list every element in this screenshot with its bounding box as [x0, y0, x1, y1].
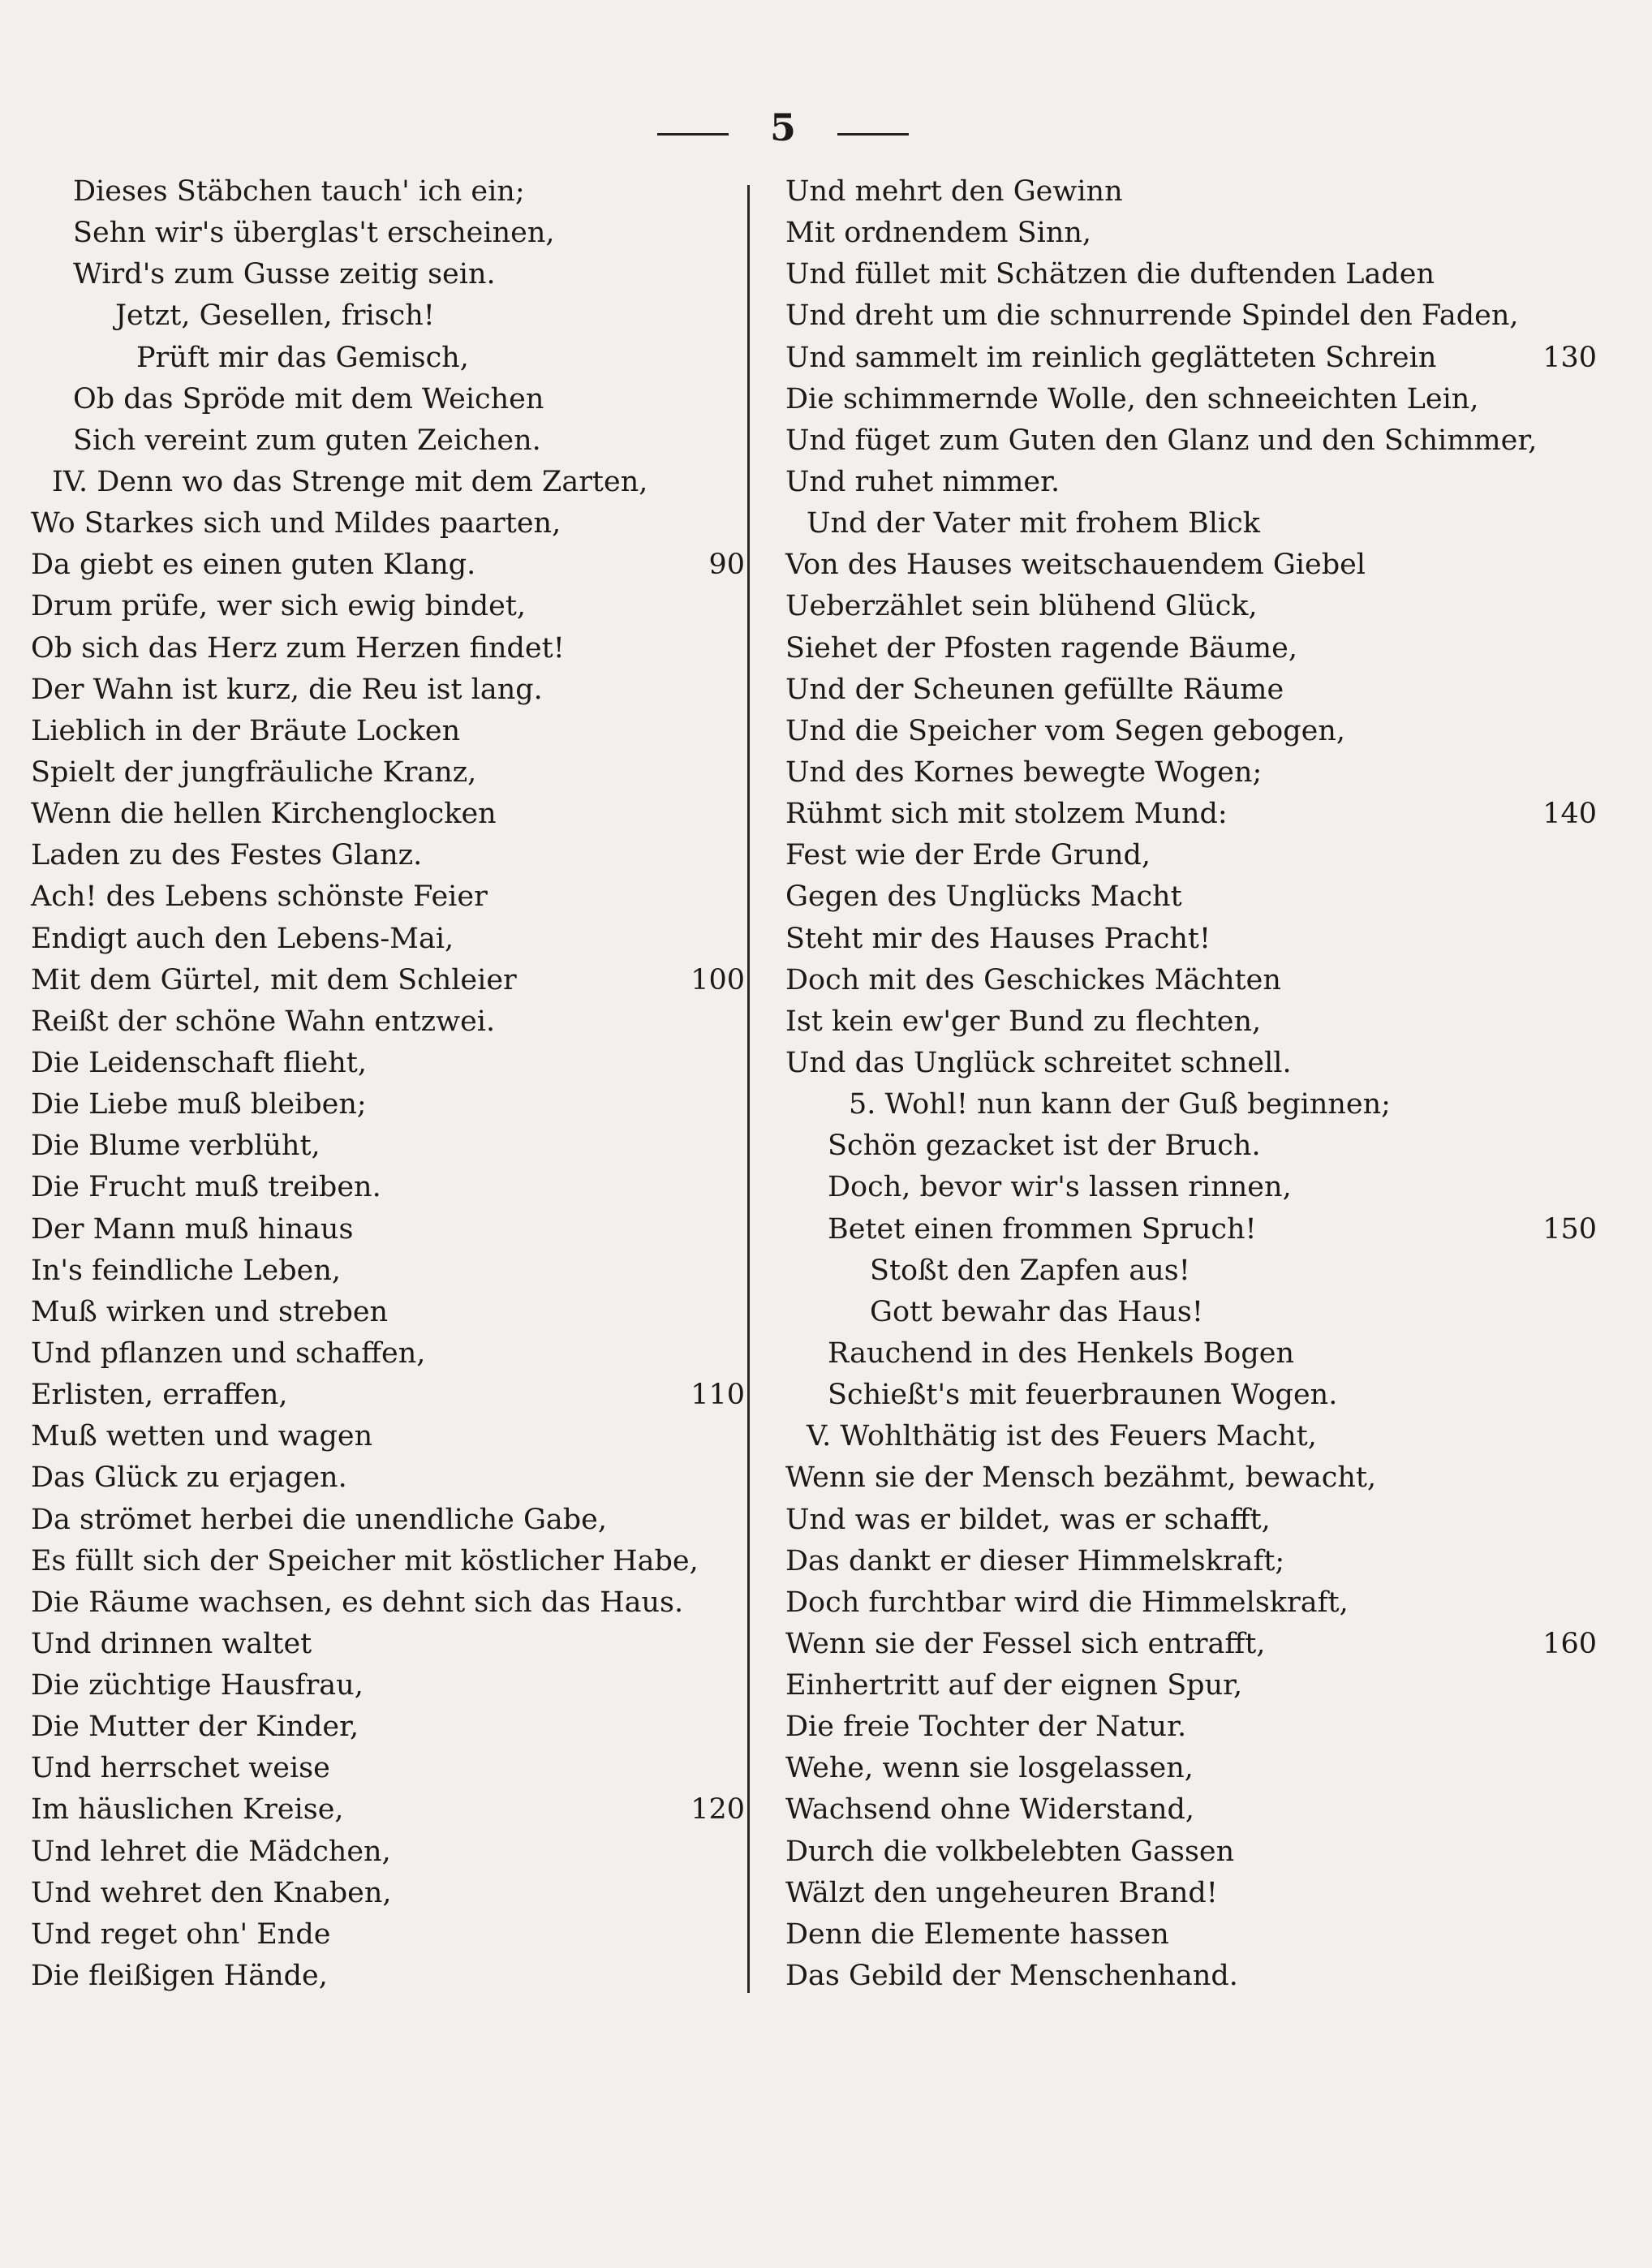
verse-text: Und reget ohn' Ende	[31, 1917, 331, 1951]
verse-line	[31, 1333, 753, 1375]
verse-text: Und lehret die Mädchen,	[31, 1835, 391, 1868]
verse-text: Doch, bevor wir's lassen rinnen,	[828, 1171, 1292, 1204]
verse-text: Und pflanzen und schaffen,	[31, 1336, 426, 1370]
verse-line	[785, 254, 1605, 295]
verse-text: Und wehret den Knaben,	[31, 1876, 392, 1909]
verse-line	[31, 1789, 753, 1831]
verse-text: Sehn wir's überglas't erscheinen,	[73, 217, 555, 250]
verse-line	[31, 752, 753, 794]
verse-text: Die Liebe muß bleiben;	[31, 1088, 367, 1121]
verse-text: Und ruhet nimmer.	[785, 465, 1060, 498]
verse-text: Doch furchtbar wird die Himmelskraft,	[785, 1586, 1349, 1619]
verse-text: Die Blume verblüht,	[31, 1130, 321, 1163]
verse-line	[785, 1125, 1605, 1167]
verse-text: Da strömet herbei die unendliche Gabe,	[31, 1503, 608, 1536]
header-rule-left	[657, 133, 729, 136]
verse-text: Und drinnen waltet	[31, 1627, 312, 1660]
verse-line	[31, 1250, 753, 1292]
verse-text: In's feindliche Leben,	[31, 1254, 341, 1287]
verse-text: Und füget zum Guten den Glanz und den Schimmer,	[785, 424, 1538, 457]
verse-text: Im häuslichen Kreise,	[31, 1793, 344, 1827]
verse-line	[31, 254, 753, 295]
verse-line	[31, 876, 753, 918]
verse-text: Wenn sie der Mensch bezähmt, bewacht,	[785, 1461, 1377, 1495]
verse-text: Und sammelt im reinlich geglätteten Schrein	[785, 341, 1437, 374]
verse-text: Die freie Tochter der Natur.	[785, 1711, 1187, 1744]
verse-line	[31, 794, 753, 835]
verse-text: Die Leidenschaft flieht,	[31, 1046, 368, 1079]
verse-text: Schießt's mit feuerbraunen Wogen.	[828, 1379, 1338, 1412]
verse-text: Und das Unglück schreitet schnell.	[785, 1046, 1292, 1079]
verse-line	[785, 876, 1605, 918]
verse-line	[31, 1748, 753, 1789]
verse-text: Und die Speicher vom Segen gebogen,	[785, 714, 1346, 747]
verse-line	[31, 1084, 753, 1125]
verse-text: Und des Kornes bewegte Wogen;	[785, 755, 1263, 789]
verse-text: Das Glück zu erjagen.	[31, 1461, 347, 1495]
verse-line	[785, 1333, 1605, 1375]
verse-line	[31, 1457, 753, 1499]
verse-line	[31, 1706, 753, 1748]
verse-line	[785, 295, 1605, 337]
verse-text: Ob das Spröde mit dem Weichen	[73, 382, 544, 415]
verse-line	[785, 794, 1605, 835]
verse-line	[785, 1665, 1605, 1706]
verse-line	[785, 1541, 1605, 1582]
verse-text: 5. Wohl! nun kann der Guß beginnen;	[849, 1088, 1391, 1121]
verse-text: Steht mir des Hauses Pracht!	[785, 922, 1211, 955]
verse-text: Wälzt den ungeheuren Brand!	[785, 1876, 1218, 1909]
verse-text: Rauchend in des Henkels Bogen	[828, 1336, 1294, 1370]
verse-text: Die züchtige Hausfrau,	[31, 1669, 364, 1702]
verse-line	[785, 420, 1605, 462]
verse-text: Die Mutter der Kinder,	[31, 1711, 359, 1744]
verse-text: Es füllt sich der Speicher mit köstlicher Habe,	[31, 1544, 699, 1577]
verse-text: Gegen des Unglücks Macht	[785, 880, 1182, 914]
verse-line	[31, 462, 753, 503]
verse-line	[785, 1706, 1605, 1748]
column-divider	[747, 185, 750, 1993]
verse-line	[785, 544, 1605, 586]
verse-line	[785, 462, 1605, 503]
verse-line	[31, 1375, 753, 1416]
verse-line	[785, 1831, 1605, 1873]
verse-text: Doch mit des Geschickes Mächten	[785, 963, 1281, 996]
verse-text: Lieblich in der Bräute Locken	[31, 714, 461, 747]
verse-text: Siehet der Pfosten ragende Bäume,	[785, 631, 1297, 665]
verse-line	[785, 1375, 1605, 1416]
verse-text: Mit ordnendem Sinn,	[785, 217, 1092, 250]
verse-text: Wird's zum Gusse zeitig sein.	[73, 258, 496, 291]
line-number: 120	[690, 1793, 745, 1827]
verse-text: Muß wirken und streben	[31, 1295, 389, 1328]
line-number: 90	[708, 549, 745, 582]
verse-line	[31, 586, 753, 627]
verse-line	[785, 1500, 1605, 1541]
verse-line	[785, 669, 1605, 711]
verse-line	[785, 1914, 1605, 1956]
verse-text: Erlisten, erraffen,	[31, 1379, 288, 1412]
verse-line	[785, 1250, 1605, 1292]
verse-line	[31, 711, 753, 752]
verse-text: Wehe, wenn sie losgelassen,	[785, 1752, 1194, 1785]
verse-line	[785, 628, 1605, 669]
verse-text: Denn die Elemente hassen	[785, 1917, 1169, 1951]
verse-text: Stoßt den Zapfen aus!	[870, 1254, 1190, 1287]
verse-line	[31, 1209, 753, 1250]
verse-text: Das Gebild der Menschenhand.	[785, 1960, 1238, 1993]
verse-line	[31, 544, 753, 586]
verse-line	[31, 379, 753, 420]
verse-text: Spielt der jungfräuliche Kranz,	[31, 755, 477, 789]
verse-text: Laden zu des Festes Glanz.	[31, 839, 423, 872]
verse-text: Rühmt sich mit stolzem Mund:	[785, 798, 1228, 831]
verse-text: Und herrschet weise	[31, 1752, 330, 1785]
verse-text: Wenn die hellen Kirchenglocken	[31, 798, 497, 831]
verse-line	[785, 1084, 1605, 1125]
verse-line	[785, 171, 1605, 213]
verse-line	[31, 1001, 753, 1043]
verse-text: V. Wohlthätig ist des Feuers Macht,	[807, 1420, 1317, 1453]
verse-line	[31, 1665, 753, 1706]
verse-line	[785, 960, 1605, 1001]
verse-line	[31, 669, 753, 711]
verse-line	[785, 919, 1605, 960]
verse-line	[31, 1416, 753, 1457]
verse-line	[31, 1914, 753, 1956]
line-number: 100	[690, 963, 745, 996]
verse-text: Der Wahn ist kurz, die Reu ist lang.	[31, 673, 543, 706]
verse-text: Muß wetten und wagen	[31, 1420, 373, 1453]
verse-line	[785, 1292, 1605, 1333]
right-column	[785, 171, 1605, 1997]
verse-line	[785, 1789, 1605, 1831]
verse-line	[785, 1873, 1605, 1914]
verse-text: Die schimmernde Wolle, den schneeichten Lein,	[785, 382, 1479, 415]
line-number: 130	[1542, 341, 1597, 374]
verse-line	[785, 752, 1605, 794]
verse-line	[785, 1043, 1605, 1084]
verse-text: Ueberzählet sein blühend Glück,	[785, 590, 1258, 623]
verse-text: Durch die volkbelebten Gassen	[785, 1835, 1235, 1868]
verse-line	[785, 835, 1605, 876]
verse-line	[785, 1001, 1605, 1043]
verse-text: Ist kein ew'ger Bund zu flechten,	[785, 1005, 1262, 1038]
line-number: 110	[690, 1379, 745, 1412]
verse-text: Jetzt, Gesellen, frisch!	[115, 299, 435, 333]
verse-text: Betet einen frommen Spruch!	[828, 1212, 1257, 1246]
verse-line	[785, 586, 1605, 627]
verse-text: Wenn sie der Fessel sich entrafft,	[785, 1627, 1266, 1660]
verse-text: IV. Denn wo das Strenge mit dem Zarten,	[52, 465, 648, 498]
verse-line	[31, 835, 753, 876]
verse-line	[31, 1292, 753, 1333]
verse-text: Gott bewahr das Haus!	[870, 1295, 1203, 1328]
verse-text: Endigt auch den Lebens-Mai,	[31, 922, 454, 955]
verse-line	[31, 338, 753, 379]
verse-text: Die Frucht muß treiben.	[31, 1171, 381, 1204]
verse-line	[785, 1624, 1605, 1665]
verse-line	[785, 1167, 1605, 1208]
line-number: 150	[1542, 1212, 1597, 1246]
verse-line	[31, 919, 753, 960]
verse-text: Einhertritt auf der eignen Spur,	[785, 1669, 1243, 1702]
verse-line	[31, 1624, 753, 1665]
verse-line	[785, 379, 1605, 420]
verse-text: Die Räume wachsen, es dehnt sich das Haus.	[31, 1586, 684, 1619]
verse-line	[785, 1457, 1605, 1499]
verse-line	[31, 1043, 753, 1084]
verse-text: Die fleißigen Hände,	[31, 1960, 328, 1993]
verse-text: Wo Starkes sich und Mildes paarten,	[31, 507, 561, 540]
verse-text: Mit dem Gürtel, mit dem Schleier	[31, 963, 517, 996]
header-rule-right	[837, 133, 909, 136]
verse-text: Wachsend ohne Widerstand,	[785, 1793, 1195, 1827]
verse-text: Fest wie der Erde Grund,	[785, 839, 1151, 872]
verse-line	[785, 213, 1605, 254]
verse-line	[31, 420, 753, 462]
verse-line	[31, 1541, 753, 1582]
verse-line	[31, 628, 753, 669]
verse-text: Der Mann muß hinaus	[31, 1212, 354, 1246]
verse-text: Und mehrt den Gewinn	[785, 175, 1123, 208]
verse-line	[785, 711, 1605, 752]
verse-text: Sich vereint zum guten Zeichen.	[73, 424, 541, 457]
line-number: 160	[1542, 1627, 1597, 1660]
verse-line	[785, 1582, 1605, 1624]
verse-text: Und der Scheunen gefüllte Räume	[785, 673, 1284, 706]
verse-text: Und dreht um die schnurrende Spindel den Faden,	[785, 299, 1519, 333]
verse-line	[31, 171, 753, 213]
verse-text: Und füllet mit Schätzen die duftenden Laden	[785, 258, 1435, 291]
verse-text: Reißt der schöne Wahn entzwei.	[31, 1005, 496, 1038]
verse-line	[31, 1582, 753, 1624]
verse-text: Prüft mir das Gemisch,	[136, 341, 469, 374]
verse-line	[785, 1956, 1605, 1997]
page-header	[649, 105, 917, 154]
verse-line	[31, 1500, 753, 1541]
verse-text: Ach! des Lebens schönste Feier	[31, 880, 488, 914]
verse-line	[31, 1831, 753, 1873]
verse-line	[31, 1956, 753, 1997]
verse-text: Und was er bildet, was er schafft,	[785, 1503, 1271, 1536]
verse-line	[31, 213, 753, 254]
left-column	[31, 171, 753, 1997]
verse-line	[785, 1209, 1605, 1250]
page-number: 5	[769, 105, 796, 149]
line-number: 140	[1542, 798, 1597, 831]
verse-text: Da giebt es einen guten Klang.	[31, 549, 476, 582]
verse-line	[31, 1125, 753, 1167]
verse-line	[31, 960, 753, 1001]
verse-text: Dieses Stäbchen tauch' ich ein;	[73, 175, 525, 208]
verse-line	[785, 503, 1605, 544]
verse-text: Schön gezacket ist der Bruch.	[828, 1130, 1261, 1163]
verse-text: Und der Vater mit frohem Blick	[807, 507, 1260, 540]
verse-text: Das dankt er dieser Himmelskraft;	[785, 1544, 1285, 1577]
verse-line	[31, 1167, 753, 1208]
verse-line	[31, 503, 753, 544]
verse-text: Drum prüfe, wer sich ewig bindet,	[31, 590, 527, 623]
verse-line	[31, 1873, 753, 1914]
verse-text: Von des Hauses weitschauendem Giebel	[785, 549, 1366, 582]
verse-line	[785, 338, 1605, 379]
verse-line	[785, 1416, 1605, 1457]
verse-line	[785, 1748, 1605, 1789]
verse-line	[31, 295, 753, 337]
verse-text: Ob sich das Herz zum Herzen findet!	[31, 631, 565, 665]
